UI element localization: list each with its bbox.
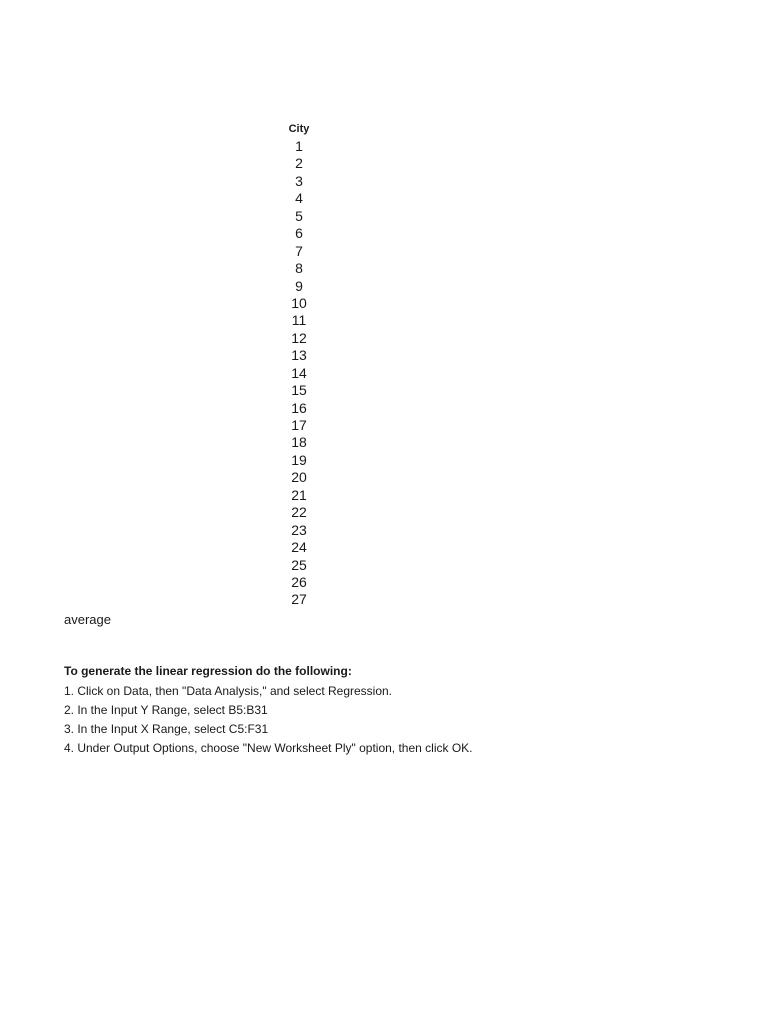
- city-number-cell[interactable]: 23: [291, 521, 307, 538]
- city-number-cell[interactable]: 24: [291, 539, 307, 556]
- city-number-cell[interactable]: 13: [291, 347, 307, 364]
- instructions-heading[interactable]: To generate the linear regression do the following:: [64, 664, 352, 678]
- instruction-steps-list: [64, 683, 744, 760]
- instruction-step[interactable]: 2. In the Input Y Range, select B5:B31: [64, 702, 268, 717]
- city-number-cell[interactable]: 17: [291, 417, 307, 433]
- average-label[interactable]: average: [64, 612, 111, 627]
- city-number-cell[interactable]: 6: [295, 225, 303, 242]
- city-number-cell[interactable]: 1: [295, 138, 303, 154]
- instruction-step[interactable]: 3. In the Input X Range, select C5:F31: [64, 722, 269, 737]
- instruction-step[interactable]: 4. Under Output Options, choose "New Worksheet Ply" option, then click OK.: [64, 741, 473, 756]
- city-number-cell[interactable]: 19: [291, 451, 307, 468]
- city-number-cell[interactable]: 18: [291, 434, 307, 451]
- city-number-cell[interactable]: 26: [291, 573, 307, 590]
- city-number-cell[interactable]: 22: [291, 504, 307, 521]
- city-number-list: [270, 138, 328, 609]
- city-number-cell[interactable]: 8: [295, 260, 303, 277]
- city-number-cell[interactable]: 9: [295, 277, 303, 294]
- city-number-cell[interactable]: 2: [295, 155, 303, 172]
- city-column-header[interactable]: City: [288, 123, 310, 135]
- city-number-cell[interactable]: 21: [291, 486, 307, 503]
- city-number-cell[interactable]: 20: [291, 469, 307, 486]
- city-number-cell[interactable]: 14: [291, 364, 307, 381]
- city-number-cell[interactable]: 7: [295, 242, 303, 259]
- regression-instructions: [64, 663, 744, 760]
- city-number-cell[interactable]: 4: [295, 190, 303, 207]
- city-number-cell[interactable]: 16: [291, 399, 307, 416]
- city-number-cell[interactable]: 27: [291, 591, 307, 608]
- city-number-cell[interactable]: 5: [295, 207, 303, 224]
- city-number-cell[interactable]: 25: [291, 556, 307, 573]
- city-number-cell[interactable]: 12: [291, 329, 307, 346]
- city-number-cell[interactable]: 11: [291, 312, 307, 329]
- instruction-step[interactable]: 1. Click on Data, then "Data Analysis," and select Regression.: [64, 683, 393, 698]
- city-number-cell[interactable]: 3: [295, 172, 303, 189]
- city-number-cell[interactable]: 10: [291, 294, 307, 311]
- city-column: [270, 121, 328, 609]
- city-number-cell[interactable]: 15: [291, 382, 307, 399]
